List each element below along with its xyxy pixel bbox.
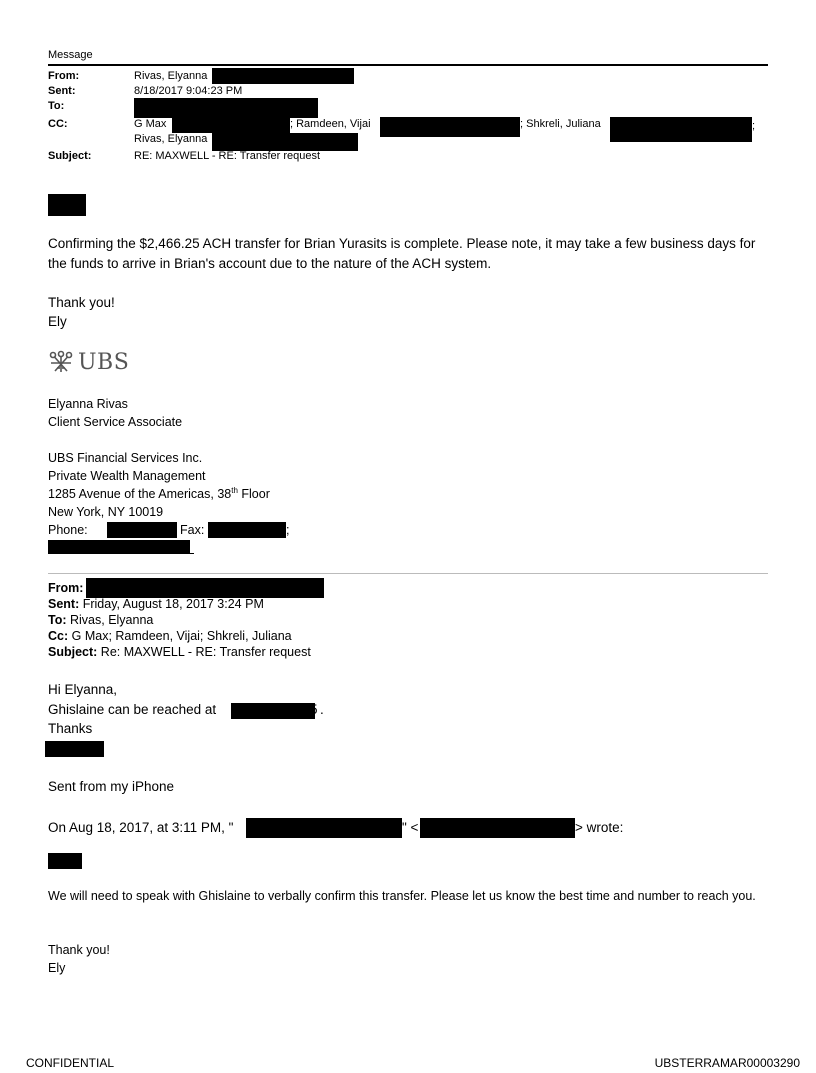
ubs-logo-text: UBS	[78, 349, 130, 375]
reply-thanks: Thank you!	[48, 295, 115, 310]
sent-value: 8/18/2017 9:04:23 PM	[134, 85, 243, 97]
redaction-box	[208, 522, 286, 538]
ubs-logo	[48, 348, 129, 376]
fwd-reach-end-a: 5	[310, 702, 318, 717]
reply-sign: Ely	[48, 314, 67, 329]
quoted-sign: Ely	[48, 961, 66, 975]
redaction-box	[172, 117, 290, 133]
redaction-box	[610, 117, 752, 142]
fwd-subject: Subject: Re: MAXWELL - RE: Transfer request	[48, 645, 311, 659]
cc-value-4: ;	[752, 120, 756, 132]
fwd-sent: Sent: Friday, August 18, 2017 3:24 PM	[48, 597, 264, 611]
cc-label: CC:	[48, 118, 68, 130]
fwd-reach-text: Ghislaine can be reached at	[48, 702, 217, 717]
redaction-box	[45, 741, 104, 757]
fwd-on-mid: " <	[402, 820, 419, 835]
fwd-on-prefix: On Aug 18, 2017, at 3:11 PM, "	[48, 820, 234, 835]
signature-phone-label: Phone:	[48, 523, 88, 537]
redaction-box	[86, 578, 324, 598]
footer-bates-number: UBSTERRAMAR00003290	[654, 1056, 800, 1070]
redaction-box	[212, 133, 358, 151]
redaction-box	[212, 68, 354, 84]
fwd-thanks: Thanks	[48, 721, 93, 736]
to-label: To:	[48, 100, 65, 112]
redaction-box	[246, 818, 402, 838]
redaction-box	[231, 703, 315, 719]
signature-fax-label: Fax:	[180, 523, 205, 537]
redaction-box	[48, 853, 82, 869]
cc-value-3: ; Shkreli, Juliana	[520, 118, 601, 130]
redaction-box	[380, 117, 520, 137]
signature-name: Elyanna Rivas	[48, 397, 128, 411]
fwd-cc: Cc: G Max; Ramdeen, Vijai; Shkreli, Juliana	[48, 629, 292, 643]
redaction-box	[420, 818, 575, 838]
redaction-box	[48, 540, 190, 554]
fwd-greeting: Hi Elyanna,	[48, 682, 118, 697]
from-value: Rivas, Elyanna	[134, 70, 208, 82]
fwd-sent-from: Sent from my iPhone	[48, 779, 175, 794]
sent-label: Sent:	[48, 85, 76, 97]
fwd-reach-end-b: .	[320, 702, 324, 717]
reply-paragraph: Confirming the $2,466.25 ACH transfer for Brian Yurasits is complete. Please note, it may take a few business days for the funds to arrive in Brian's account due to the nature of the ACH system.	[48, 236, 756, 271]
redaction-box	[48, 194, 86, 216]
footer-confidential: CONFIDENTIAL	[26, 1056, 115, 1070]
subject-value: RE: MAXWELL - RE: Transfer request	[134, 150, 321, 162]
message-title: Message	[48, 49, 93, 61]
fwd-on-suffix: > wrote:	[575, 820, 624, 835]
underline	[48, 553, 194, 554]
fwd-from: From:	[48, 581, 84, 595]
header-divider	[48, 64, 768, 66]
fwd-to: To: Rivas, Elyanna	[48, 613, 154, 627]
signature-role: Client Service Associate	[48, 415, 183, 429]
redaction-box	[134, 98, 318, 118]
subject-label: Subject:	[48, 150, 92, 162]
signature-address-2: New York, NY 10019	[48, 505, 164, 519]
quoted-paragraph: We will need to speak with Ghislaine to verbally confirm this transfer. Please let us know the best time and number to reach you.	[48, 889, 756, 903]
cc-value-2: ; Ramdeen, Vijai	[290, 118, 371, 130]
signature-fax-end: ;	[286, 523, 290, 537]
forward-divider	[48, 573, 768, 574]
redaction-box	[107, 522, 177, 538]
cc-value-line2: Rivas, Elyanna	[134, 133, 208, 145]
from-label: From:	[48, 70, 80, 82]
signature-division: Private Wealth Management	[48, 469, 206, 483]
signature-address-1: 1285 Avenue of the Americas, 38th Floor	[48, 485, 270, 501]
ubs-keys-icon	[48, 350, 74, 374]
signature-company: UBS Financial Services Inc.	[48, 451, 203, 465]
quoted-thanks: Thank you!	[48, 943, 110, 957]
cc-value-1: G Max	[134, 118, 167, 130]
